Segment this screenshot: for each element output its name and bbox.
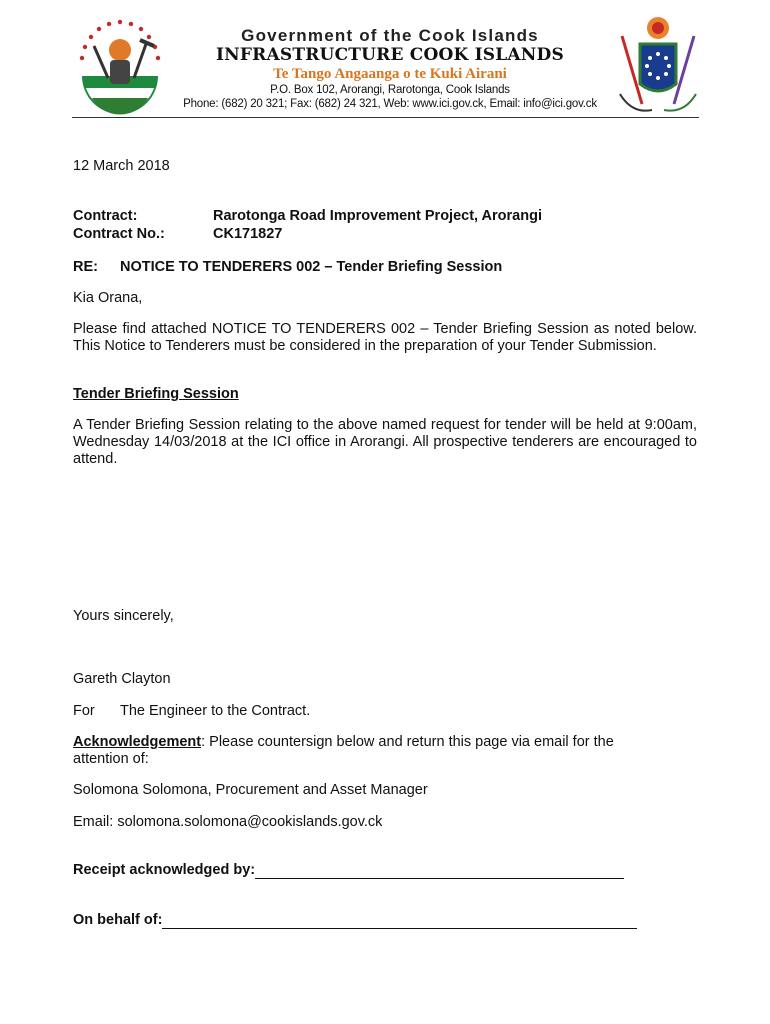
contract-no-label: Contract No.: [73, 226, 165, 242]
receipt-signature-blank[interactable] [255, 863, 624, 879]
government-title: Government of the Cook Islands [241, 26, 539, 45]
acknowledgement-paragraph [73, 734, 663, 768]
intro-paragraph: Please find attached NOTICE TO TENDERERS 002 – Tender Briefing Session as noted below. This Notice to Tenderers must be considered in the preparation of your Tender Submission. [73, 321, 697, 354]
contract-no-value: CK171827 [213, 226, 283, 242]
signatory-name: Gareth Clayton [73, 671, 171, 687]
for-label: For [73, 703, 95, 719]
closing: Yours sincerely, [73, 608, 174, 624]
receipt-line [73, 862, 653, 879]
acknowledgement-text: : Please countersign below and return this page via email for the attention of: [73, 734, 614, 767]
acknowledgement-label: Acknowledgement [73, 734, 202, 750]
behalf-label: On behalf of: [73, 912, 163, 928]
behalf-signature-blank[interactable] [162, 913, 637, 929]
contact-email: Email: solomona.solomona@cookislands.gov.ck [73, 814, 383, 830]
postal-address: P.O. Box 102, Arorangi, Rarotonga, Cook Islands [270, 84, 510, 96]
briefing-paragraph: A Tender Briefing Session relating to the above named request for tender will be held at 9:00am, Wednesday 14/03/2018 at the ICI office in Arorangi. All prospective tenderers are encouraged to attend. [73, 417, 697, 467]
organisation-motto: Te Tango Angaanga o te Kuki Airani [273, 66, 507, 82]
section-heading: Tender Briefing Session [73, 386, 239, 402]
greeting: Kia Orana, [73, 290, 143, 306]
contact-person: Solomona Solomona, Procurement and Asset Manager [73, 782, 428, 798]
letterhead-divider [72, 117, 699, 118]
re-label: RE: [73, 259, 98, 275]
organisation-name: INFRASTRUCTURE COOK ISLANDS [216, 45, 564, 65]
receipt-label: Receipt acknowledged by: [73, 862, 256, 878]
contract-value: Rarotonga Road Improvement Project, Arorangi [213, 208, 542, 224]
contract-label: Contract: [73, 208, 138, 224]
for-value: The Engineer to the Contract. [120, 703, 311, 719]
re-subject: NOTICE TO TENDERERS 002 – Tender Briefing Session [120, 259, 503, 275]
letter-date: 12 March 2018 [73, 158, 170, 174]
behalf-line [73, 912, 653, 929]
contact-details: Phone: (682) 20 321; Fax: (682) 24 321, Web: www.ici.gov.ck, Email: info@ici.gov.ck [183, 98, 597, 110]
